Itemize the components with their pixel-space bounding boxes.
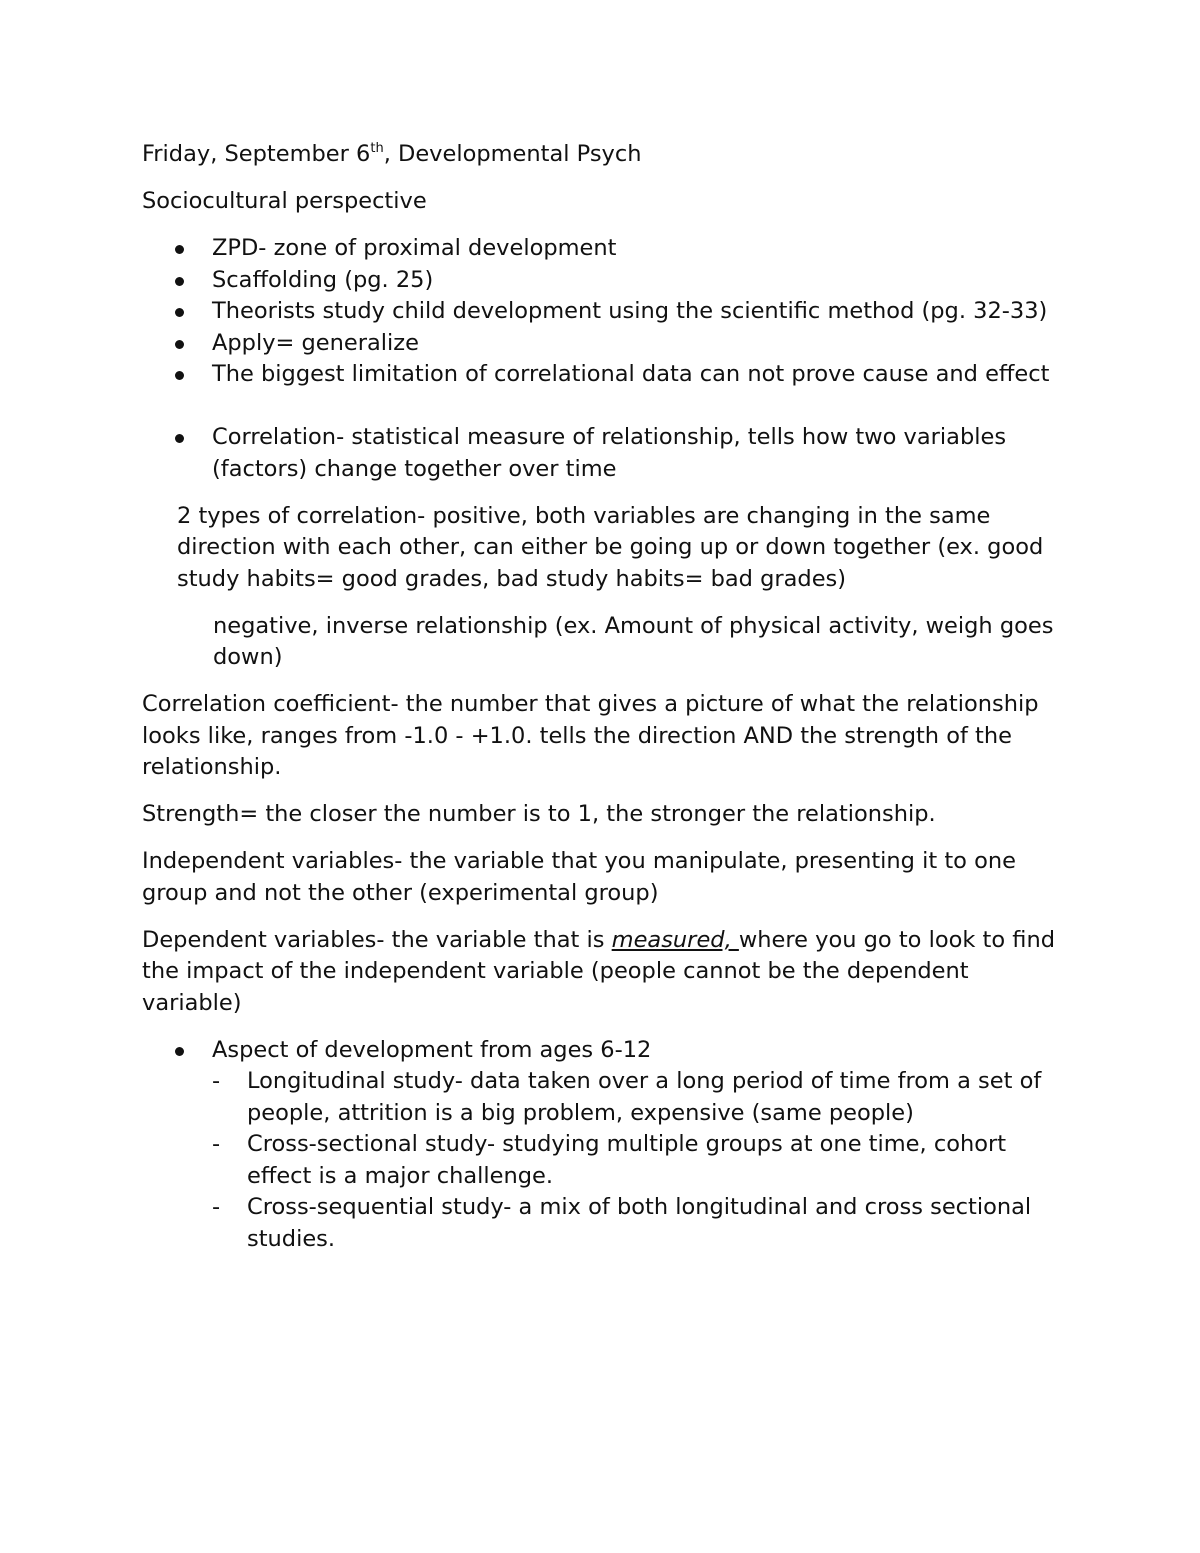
bullet-icon [175, 434, 184, 443]
list-item-text: Scaffolding (pg. 25) [212, 266, 434, 293]
dependent-text-end: where you go to look to find the impact of the independent variable (people cannot be the dependent variable) [142, 926, 1055, 1016]
document-body [142, 139, 1072, 1271]
dash-marker: - [212, 1131, 221, 1157]
list-item-text: Correlation- statistical measure of relationship, tells how two variables (factors) change together over time [212, 424, 1007, 482]
emphasized-word: measured, [611, 926, 739, 953]
independent-variables-paragraph: Independent variables- the variable that you manipulate, presenting it to one group and not the other (experimental group) [142, 848, 1016, 906]
dash-list [212, 1066, 1072, 1255]
coefficient-paragraph: Correlation coefficient- the number that gives a picture of what the relationship looks like, ranges from -1.0 - +1.0. tells the direction AND the strength of the relationship. [142, 691, 1039, 780]
sub-list-item [212, 1066, 1072, 1129]
dependent-variables-paragraph [142, 925, 1072, 1020]
dash-marker: - [212, 1068, 221, 1094]
section-heading: Sociocultural perspective [142, 188, 427, 214]
list-item [142, 233, 1072, 265]
dependent-text: Dependent variables- the variable that is [142, 926, 612, 953]
bullet-list-2 [142, 1035, 1072, 1256]
sub-list-item-text: Cross-sequential study- a mix of both longitudinal and cross sectional studies. [247, 1194, 1032, 1252]
bullet-icon [175, 340, 184, 349]
bullet-list-1 [142, 233, 1072, 485]
correlation-types-paragraph: 2 types of correlation- positive, both variables are changing in the same direction with each other, can either be going up or down together (ex. good study habits= good grades, bad study habits= bad grades) [177, 502, 1044, 592]
list-item [142, 422, 1072, 485]
list-item [142, 1035, 1072, 1256]
document-title [142, 139, 1072, 171]
list-item-text: The biggest limitation of correlational data can not prove cause and effect [212, 361, 1050, 387]
title-text-end: , Developmental Psych [383, 141, 642, 167]
sub-list-item-text: Cross-sectional study- studying multiple groups at one time, cohort effect is a major challenge. [247, 1131, 1007, 1189]
sub-list-item [212, 1192, 1072, 1255]
bullet-icon [175, 308, 184, 317]
title-superscript: th [370, 141, 384, 156]
list-item-text: Aspect of development from ages 6-12 [212, 1036, 652, 1063]
bullet-icon [175, 277, 184, 286]
list-item [142, 328, 1072, 360]
negative-correlation-paragraph: negative, inverse relationship (ex. Amount of physical activity, weigh goes down) [213, 612, 1054, 670]
sub-list-item-text: Longitudinal study- data taken over a long period of time from a set of people, attrition is a big problem, expensive (same people) [247, 1068, 1042, 1126]
bullet-icon [175, 371, 184, 380]
dash-marker: - [212, 1194, 221, 1220]
strength-paragraph: Strength= the closer the number is to 1, the stronger the relationship. [142, 801, 936, 827]
sub-list-item [212, 1129, 1072, 1192]
title-text: Friday, September 6 [142, 141, 371, 167]
bullet-icon [175, 245, 184, 254]
list-item [142, 265, 1072, 297]
list-item-text: Theorists study child development using the scientific method (pg. 32-33) [212, 298, 1048, 324]
list-item [142, 296, 1072, 328]
bullet-icon [175, 1047, 184, 1056]
list-item-text: Apply= generalize [212, 329, 419, 356]
list-item-text: ZPD- zone of proximal development [212, 235, 617, 261]
list-item [142, 359, 1072, 391]
